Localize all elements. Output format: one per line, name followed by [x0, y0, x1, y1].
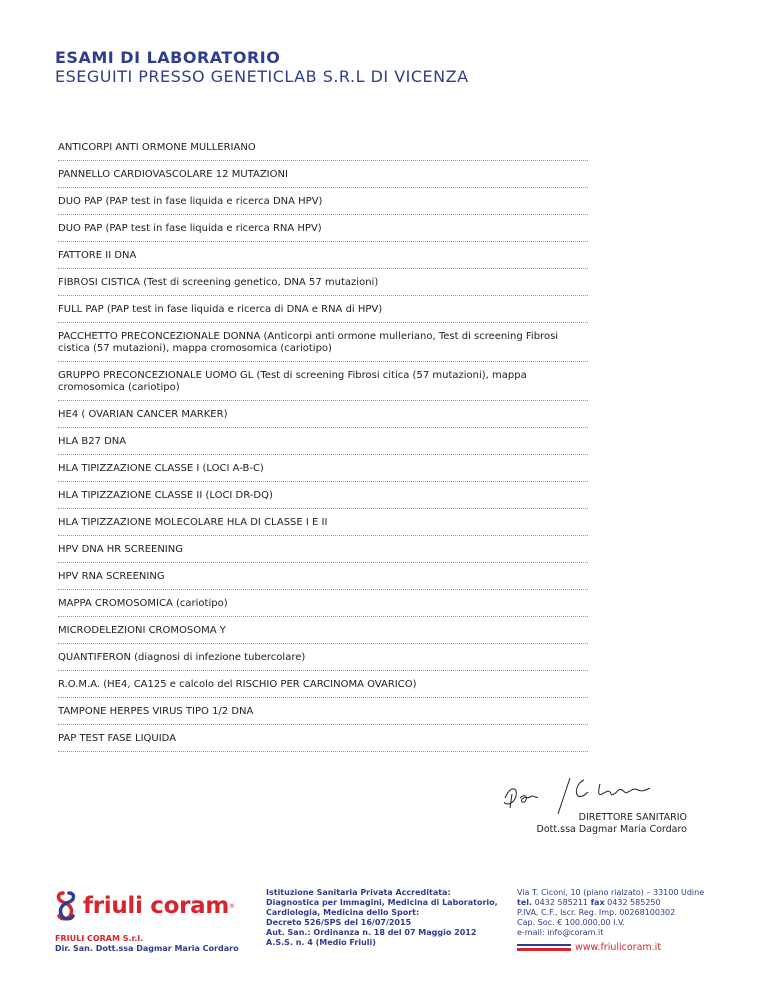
exam-item-line: cromosomica (cariotipo) [58, 382, 180, 393]
company-logo [55, 890, 235, 922]
exam-item [58, 455, 588, 482]
exam-item-line: HE4 ( OVARIAN CANCER MARKER) [58, 409, 228, 420]
exam-item-line: HLA B27 DNA [58, 436, 127, 447]
exam-item-line: MAPPA CROMOSOMICA (cariotipo) [58, 598, 228, 609]
exam-item-line: R.O.M.A. (HE4, CA125 e calcolo del RISCHIO PER CARCINOMA OVARICO) [58, 679, 417, 690]
exam-item [58, 590, 588, 617]
website-block [517, 942, 661, 953]
tel-label: tel. [517, 898, 533, 907]
exam-item [58, 725, 588, 752]
logo-trademark: ® [229, 902, 236, 910]
institution-line: Istituzione Sanitaria Privata Accreditata: [266, 888, 451, 897]
exam-item [58, 644, 588, 671]
page-subtitle: ESEGUITI PRESSO GENETICLAB S.R.L DI VICENZA [55, 67, 469, 86]
fax-label: fax [590, 898, 605, 907]
company-name: FRIULI CORAM S.r.l. [55, 934, 144, 943]
website-link[interactable]: www.friulicoram.it [575, 942, 662, 953]
company-info [55, 934, 239, 954]
page-title: ESAMI DI LABORATORIO [55, 48, 281, 67]
exam-item [58, 269, 588, 296]
exam-item [58, 188, 588, 215]
exam-item [58, 362, 588, 401]
exam-item-line: HLA TIPIZZAZIONE MOLECOLARE HLA DI CLASSE I E II [58, 517, 328, 528]
exam-item [58, 671, 588, 698]
exam-item-line: FATTORE II DNA [58, 250, 137, 261]
phone-fax-line [517, 898, 737, 908]
exam-item-line: TAMPONE HERPES VIRUS TIPO 1/2 DNA [58, 706, 254, 717]
institution-line: Diagnostica per Immagini, Medicina di Laboratorio, [266, 898, 498, 907]
fax-number: 0432 585250 [607, 898, 661, 907]
institution-line: Decreto 526/SPS del 16/07/2015 [266, 918, 412, 927]
exam-item-line: QUANTIFERON (diagnosi di infezione tubercolare) [58, 652, 306, 663]
exam-item [58, 509, 588, 536]
logo-text: friuli coram [83, 893, 230, 919]
exam-item [58, 401, 588, 428]
signature-image [500, 772, 700, 817]
exam-item-line: PACCHETTO PRECONCEZIONALE DONNA (Anticorpi anti ormone mulleriano, Test di screening Fibrosi [58, 331, 559, 342]
exam-item [58, 323, 588, 362]
exam-item [58, 242, 588, 269]
address-line: Via T. Ciconi, 10 (piano rialzato) – 33100 Udine [517, 888, 705, 897]
exam-item-line: PANNELLO CARDIOVASCOLARE 12 MUTAZIONI [58, 169, 288, 180]
exam-item-line: DUO PAP (PAP test in fase liquida e ricerca RNA HPV) [58, 223, 322, 234]
exam-item [58, 215, 588, 242]
exam-item [58, 536, 588, 563]
exam-item-line: MICRODELEZIONI CROMOSOMA Y [58, 625, 226, 636]
signature-name: Dott.ssa Dagmar Maria Cordaro [536, 824, 687, 835]
exam-item-line: FIBROSI CISTICA (Test di screening genetico, DNA 57 mutazioni) [58, 277, 379, 288]
exam-item-line: cistica (57 mutazioni), mappa cromosomica (cariotipo) [58, 343, 332, 354]
exam-item-line: HLA TIPIZZAZIONE CLASSE I (LOCI A-B-C) [58, 463, 264, 474]
piva-line: P.IVA, C.F., Iscr. Reg. Imp. 00268100302 [517, 908, 676, 917]
exam-item [58, 698, 588, 725]
exam-item [58, 134, 588, 161]
exam-item-line: GRUPPO PRECONCEZIONALE UOMO GL (Test di screening Fibrosi citica (57 mutazioni), mappa [58, 370, 527, 381]
exam-item-line: FULL PAP (PAP test in fase liquida e ricerca di DNA e RNA di HPV) [58, 304, 383, 315]
signature-block [537, 812, 687, 836]
signature-role: DIRETTORE SANITARIO [578, 812, 687, 823]
capital-line: Cap. Soc. € 100.000,00 I.V. [517, 918, 625, 927]
exam-item-line: HPV RNA SCREENING [58, 571, 165, 582]
exam-item-line: PAP TEST FASE LIQUIDA [58, 733, 177, 744]
exam-item [58, 617, 588, 644]
institution-line: A.S.S. n. 4 (Medio Friuli) [266, 938, 376, 947]
tel-number: 0432 585211 [534, 898, 589, 907]
contact-info [517, 888, 737, 938]
exam-item [58, 296, 588, 323]
company-director: Dir. San. Dott.ssa Dagmar Maria Cordaro [55, 944, 239, 953]
exam-item-line: DUO PAP (PAP test in fase liquida e ricerca DNA HPV) [58, 196, 323, 207]
exam-item [58, 482, 588, 509]
exam-item [58, 428, 588, 455]
exam-list [58, 134, 588, 752]
exam-item-line: HPV DNA HR SCREENING [58, 544, 183, 555]
institution-info [266, 888, 506, 948]
flag-stripes [517, 944, 571, 951]
page-header [55, 48, 469, 86]
exam-item [58, 563, 588, 590]
email-line: e-mail: info@coram.it [517, 928, 604, 937]
exam-item [58, 161, 588, 188]
institution-line: Aut. San.: Ordinanza n. 18 del 07 Maggio 2012 [266, 928, 477, 937]
exam-item-line: HLA TIPIZZAZIONE CLASSE II (LOCI DR-DQ) [58, 490, 273, 501]
institution-line: Cardiologia, Medicina dello Sport: [266, 908, 420, 917]
exam-item-line: ANTICORPI ANTI ORMONE MULLERIANO [58, 142, 256, 153]
friuli-coram-logo-icon [55, 890, 77, 922]
